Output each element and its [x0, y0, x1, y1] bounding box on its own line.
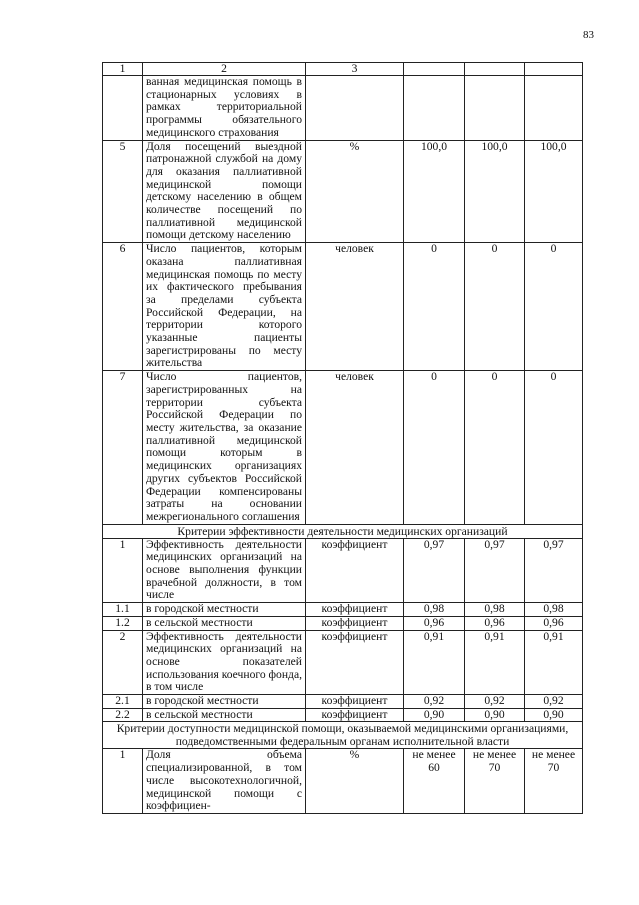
value-year-2: не менее 70 — [465, 749, 525, 814]
indicator-name: ванная медицинская помощь в стационарных условиях в рамках территориальной программы обязательного медицинского страхования — [143, 76, 306, 141]
header-cell — [525, 63, 583, 76]
table-row — [103, 243, 583, 371]
value-year-1: 0 — [404, 371, 465, 524]
table-row — [103, 76, 583, 141]
unit-of-measure: человек — [306, 371, 404, 524]
value-year-2: 0,92 — [465, 695, 525, 709]
value-year-3: 0,92 — [525, 695, 583, 709]
header-cell: 3 — [306, 63, 404, 76]
row-number: 1 — [103, 538, 143, 603]
value-year-2: 0 — [465, 371, 525, 524]
unit-of-measure: % — [306, 749, 404, 814]
indicator-name: Доля объема специализированной, в том числе высокотехнологичной, медицинской помощи с коэффициен- — [143, 749, 306, 814]
table-row — [103, 749, 583, 814]
indicator-name: Эффективность деятельности медицинских организаций на основе выполнения функции врачебной должности, в том числе — [143, 538, 306, 603]
table-row — [103, 616, 583, 630]
value-year-2: 100,0 — [465, 140, 525, 243]
row-number: 1 — [103, 749, 143, 814]
row-number: 5 — [103, 140, 143, 243]
value-year-1: 0,90 — [404, 708, 465, 722]
row-number: 1.2 — [103, 616, 143, 630]
value-year-3 — [525, 76, 583, 141]
value-year-2: 0,91 — [465, 630, 525, 695]
value-year-2: 0,90 — [465, 708, 525, 722]
value-year-3: 0,90 — [525, 708, 583, 722]
section-header-row — [103, 722, 583, 749]
value-year-2: 0,97 — [465, 538, 525, 603]
unit-of-measure: % — [306, 140, 404, 243]
header-cell: 2 — [143, 63, 306, 76]
row-number: 6 — [103, 243, 143, 371]
value-year-3: не менее 70 — [525, 749, 583, 814]
value-year-3: 0,97 — [525, 538, 583, 603]
indicator-name: Доля посещений выездной патронажной службой на дому для оказания паллиативной медицинской помощи детскому населению в общем количестве посещений по паллиативной медицинской помощи детскому населению — [143, 140, 306, 243]
unit-of-measure: коэффициент — [306, 538, 404, 603]
unit-of-measure: коэффициент — [306, 603, 404, 617]
table-row — [103, 538, 583, 603]
indicator-name: Число пациентов, которым оказана паллиативная медицинская помощь по месту их фактического пребывания за пределами субъекта Российской Федерации, на территории которого указанные пациенты зарегистрированы по месту жительства — [143, 243, 306, 371]
value-year-3: 0,98 — [525, 603, 583, 617]
table-row — [103, 603, 583, 617]
header-cell: 1 — [103, 63, 143, 76]
indicator-name: в сельской местности — [143, 616, 306, 630]
unit-of-measure: коэффициент — [306, 630, 404, 695]
unit-of-measure: коэффициент — [306, 708, 404, 722]
row-number: 2.1 — [103, 695, 143, 709]
table-row — [103, 140, 583, 243]
row-number: 2.2 — [103, 708, 143, 722]
value-year-3: 0 — [525, 243, 583, 371]
indicator-name: Эффективность деятельности медицинских организаций на основе показателей использования коечного фонда, в том числе — [143, 630, 306, 695]
value-year-2: 0,96 — [465, 616, 525, 630]
value-year-3: 0 — [525, 371, 583, 524]
value-year-3: 100,0 — [525, 140, 583, 243]
header-cell — [404, 63, 465, 76]
value-year-1: 0,97 — [404, 538, 465, 603]
unit-of-measure: коэффициент — [306, 695, 404, 709]
row-number: 7 — [103, 371, 143, 524]
row-number: 2 — [103, 630, 143, 695]
section-header-row — [103, 524, 583, 538]
value-year-2: 0,98 — [465, 603, 525, 617]
unit-of-measure — [306, 76, 404, 141]
table-row — [103, 708, 583, 722]
indicator-name: Число пациентов, зарегистрированных на территории субъекта Российской Федерации по месту жительства, за оказание паллиативной медицинской помощи которым в медицинских организациях других субъектов Российской Федерации компенсированы затраты на основании межрегионального соглашения — [143, 371, 306, 524]
header-cell — [465, 63, 525, 76]
value-year-1: не менее 60 — [404, 749, 465, 814]
section-title: Критерии эффективности деятельности медицинских организаций — [103, 524, 583, 538]
value-year-1: 100,0 — [404, 140, 465, 243]
value-year-1: 0,92 — [404, 695, 465, 709]
table-row — [103, 371, 583, 524]
indicator-name: в городской местности — [143, 695, 306, 709]
indicator-name: в городской местности — [143, 603, 306, 617]
page-number: 83 — [583, 29, 594, 41]
unit-of-measure: коэффициент — [306, 616, 404, 630]
row-number — [103, 76, 143, 141]
table-row — [103, 630, 583, 695]
value-year-1: 0,96 — [404, 616, 465, 630]
value-year-2 — [465, 76, 525, 141]
row-number: 1.1 — [103, 603, 143, 617]
value-year-1: 0,91 — [404, 630, 465, 695]
value-year-1: 0 — [404, 243, 465, 371]
value-year-3: 0,91 — [525, 630, 583, 695]
value-year-1: 0,98 — [404, 603, 465, 617]
value-year-3: 0,96 — [525, 616, 583, 630]
section-title: Критерии доступности медицинской помощи, оказываемой медицинскими организациями, подведомственными федеральным органам исполнительной власти — [103, 722, 583, 749]
indicator-name: в сельской местности — [143, 708, 306, 722]
value-year-1 — [404, 76, 465, 141]
unit-of-measure: человек — [306, 243, 404, 371]
value-year-2: 0 — [465, 243, 525, 371]
table-row — [103, 695, 583, 709]
table-header-row — [103, 63, 583, 76]
criteria-table — [102, 62, 583, 814]
